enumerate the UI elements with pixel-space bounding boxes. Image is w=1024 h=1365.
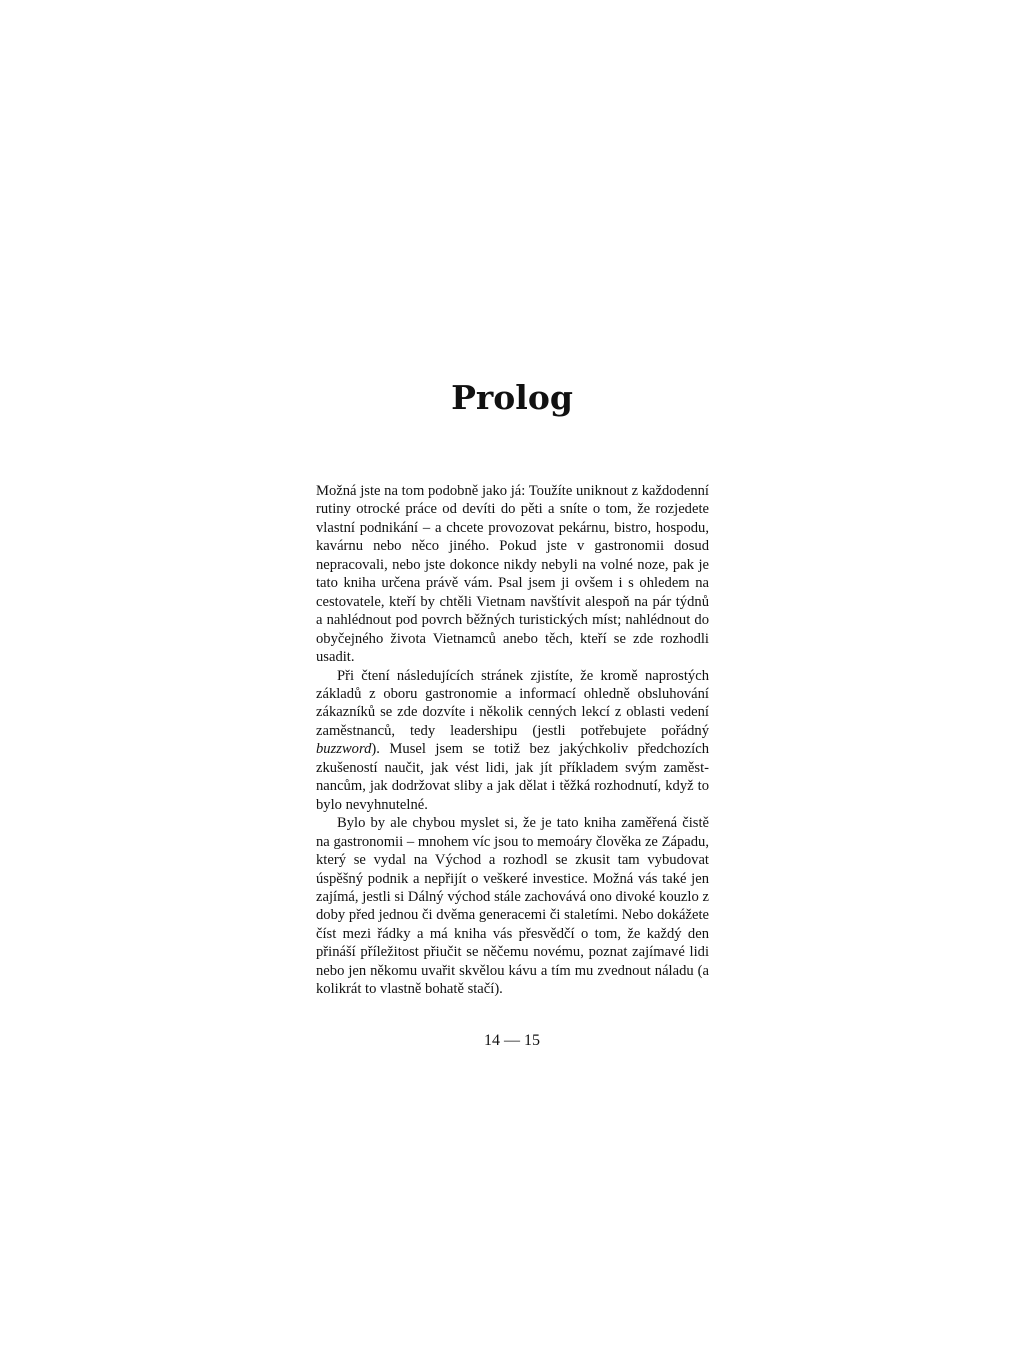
paragraph-2-text-end: ). Musel jsem se totiž bez jakýchkoliv předchozích zkušeností naučit, jak vést lidi, jak jít příkladem svým zaměstnancům, jak dodržovat sliby a jak dělat i těžká rozhodnutí, když to bylo nevyhnutelné.	[316, 741, 709, 813]
paragraph-3: Bylo by ale chybou myslet si, že je tato kniha zaměřená čistě na gastronomii – mnohem víc jsou to memoáry člověka ze Západu, který se vydal na Východ a rozhodl se zkusit tam vybudovat úspěšný podnik a nepřijít o veškeré investice. Možná vás také jen zajímá, jestli si Dálný východ stále zachovává ono divoké kouzlo z doby před jednou či dvěma generacemi či staletími. Nebo dokážete číst mezi řádky a má kniha vás přesvědčí o tom, že každý den přináší příležitost přiučit se něčemu novému, poznat zajímavé lidi nebo jen někomu uvařit skvělou kávu a tím mu zvednout náladu (a kolikrát to vlastně bohatě stačí).	[316, 815, 709, 998]
paragraph-1: Možná jste na tom podobně jako já: Toužíte uniknout z každodenní rutiny otrocké práce od devíti do pěti a sníte o tom, že rozjedete vlastní podnikání – a chcete provozovat pekárnu, bistro, hospodu, kavárnu nebo něco jiného. Pokud jste v gastronomii dosud nepracovali, nebo jste dokonce nikdy nebyli na volné noze, pak je tato kniha určena právě vám. Psal jsem ji ovšem i s ohledem na cestovatele, kteří by chtěli Vietnam navštívit alespoň na pár týdnů a nahlédnout pod povrch běžných turistických míst; nahlédnout do obyčejného života Vietnamců anebo těch, kteří se zde rozhodli usadit.	[316, 483, 709, 666]
chapter-body	[316, 482, 709, 999]
paragraph-2-italic-term: buzzword	[316, 741, 372, 758]
paragraph-2	[316, 667, 709, 815]
page-number: 14 — 15	[484, 1032, 540, 1049]
chapter-title: Prolog	[451, 378, 573, 417]
paragraph-2-text-start: Při čtení následujících stránek zjistíte, že kromě naprostých základů z oboru gastronomie a informací ohledně obsluhování zákazníků se zde dozvíte i několik cenných lekcí z oblasti vedení zaměstnanců, tedy leadershipu (jestli potřebujete pořádný	[316, 667, 709, 739]
